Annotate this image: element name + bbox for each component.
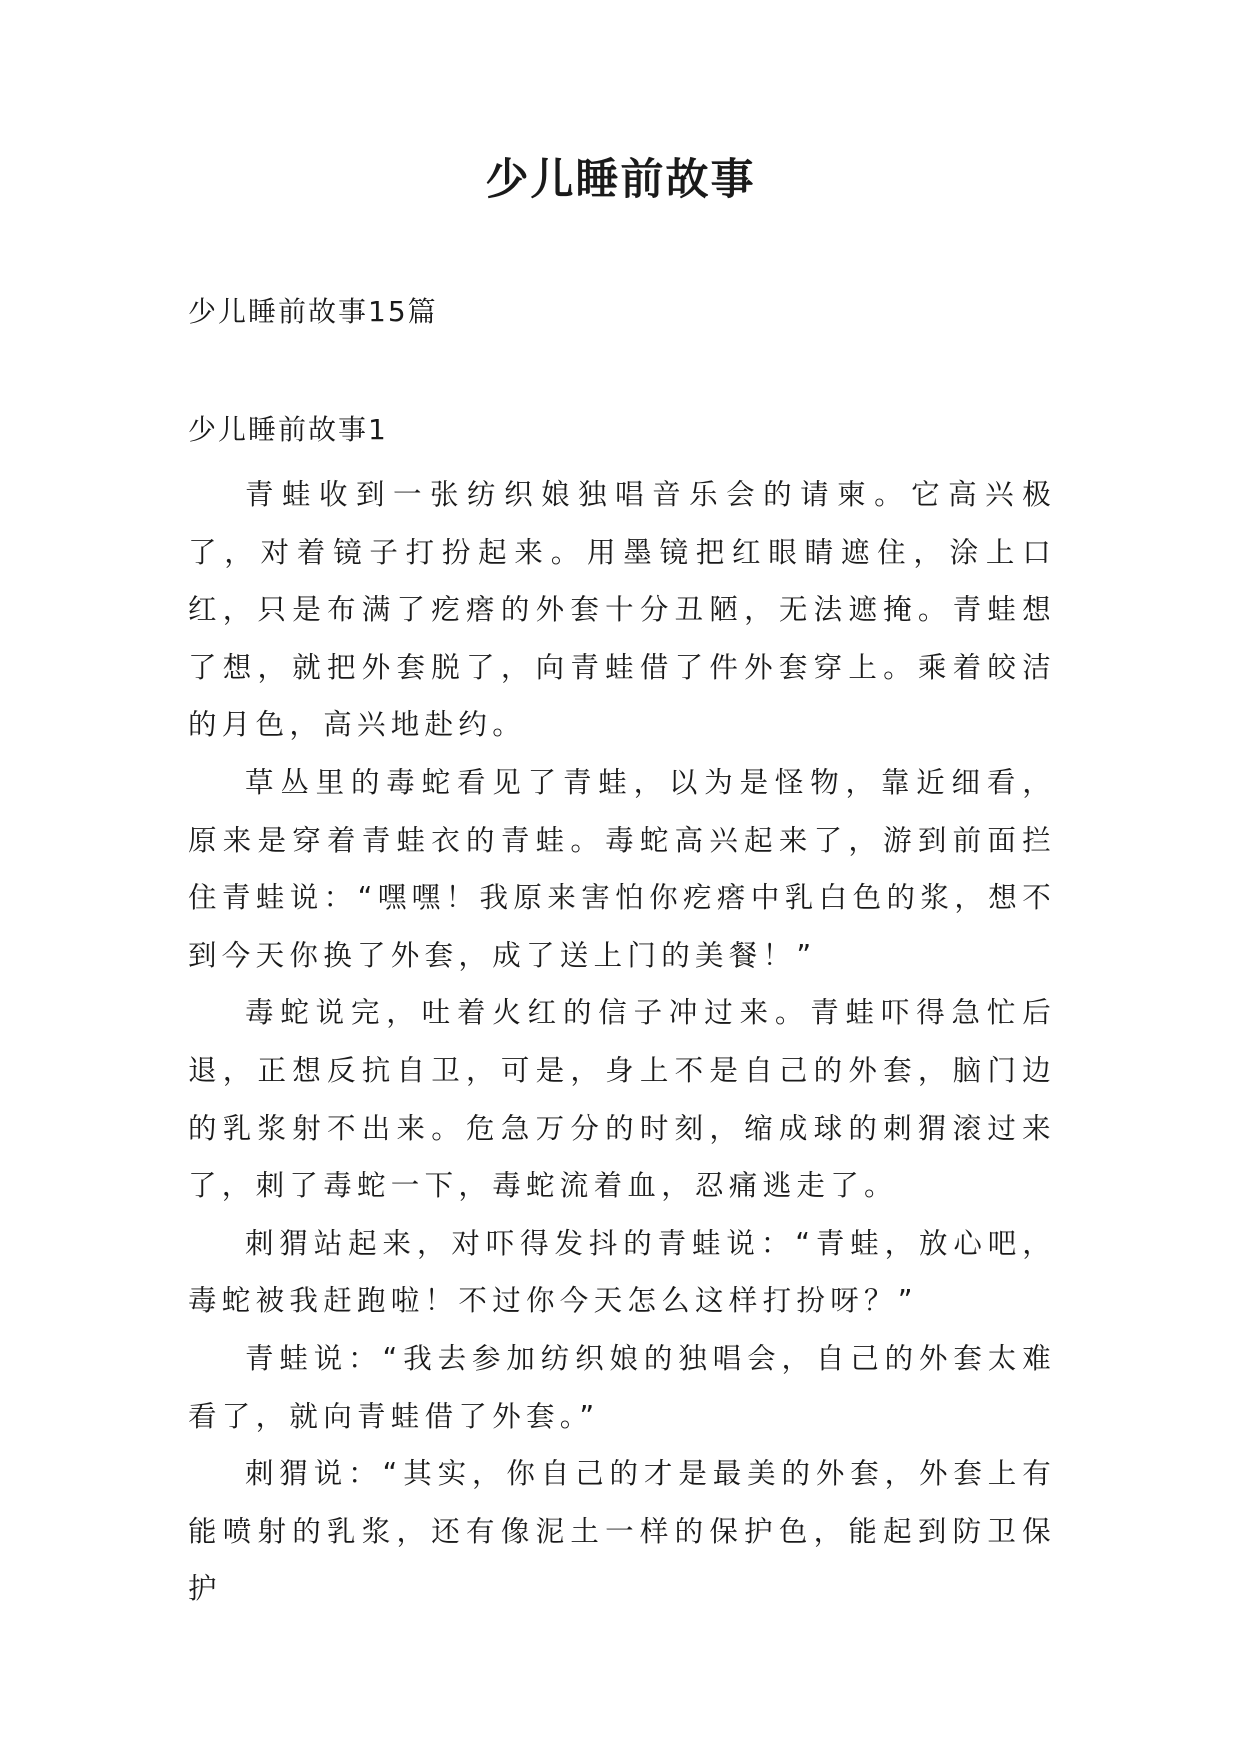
story-paragraph: 毒蛇说完，吐着火红的信子冲过来。青蛙吓得急忙后退，正想反抗自卫，可是，身上不是自己的外套，脑门边的乳浆射不出来。危急万分的时刻，缩成球的刺猬滚过来了，刺了毒蛇一下，毒蛇流着血，忍痛逃走了。 [188, 996, 1056, 1203]
story-paragraph: 刺猬站起来，对吓得发抖的青蛙说：“青蛙，放心吧，毒蛇被我赶跑啦！不过你今天怎么这样打扮呀？” [188, 1226, 1056, 1318]
document-title: 少儿睡前故事 [485, 155, 756, 205]
story-paragraph: 草丛里的毒蛇看见了青蛙，以为是怪物，靠近细看，原来是穿着青蛙衣的青蛙。毒蛇高兴起来了，游到前面拦住青蛙说：“嘿嘿！我原来害怕你疙瘩中乳白色的浆，想不到今天你换了外套，成了送上门的美餐！” [188, 765, 1056, 972]
story-paragraph: 青蛙说：“我去参加纺织娘的独唱会，自己的外套太难看了，就向青蛙借了外套。” [188, 1341, 1056, 1433]
story-body [188, 466, 1056, 1618]
story-paragraph: 刺猬说：“其实，你自己的才是最美的外套，外套上有能喷射的乳浆，还有像泥土一样的保护色，能起到防卫保护 [188, 1457, 1056, 1606]
document-subtitle: 少儿睡前故事15篇 [188, 295, 438, 328]
section-heading: 少儿睡前故事1 [188, 413, 388, 446]
story-paragraph: 青蛙收到一张纺织娘独唱音乐会的请柬。它高兴极了，对着镜子打扮起来。用墨镜把红眼睛遮住，涂上口红，只是布满了疙瘩的外套十分丑陋，无法遮掩。青蛙想了想，就把外套脱了，向青蛙借了件外套穿上。乘着皎洁的月色，高兴地赴约。 [188, 478, 1056, 742]
